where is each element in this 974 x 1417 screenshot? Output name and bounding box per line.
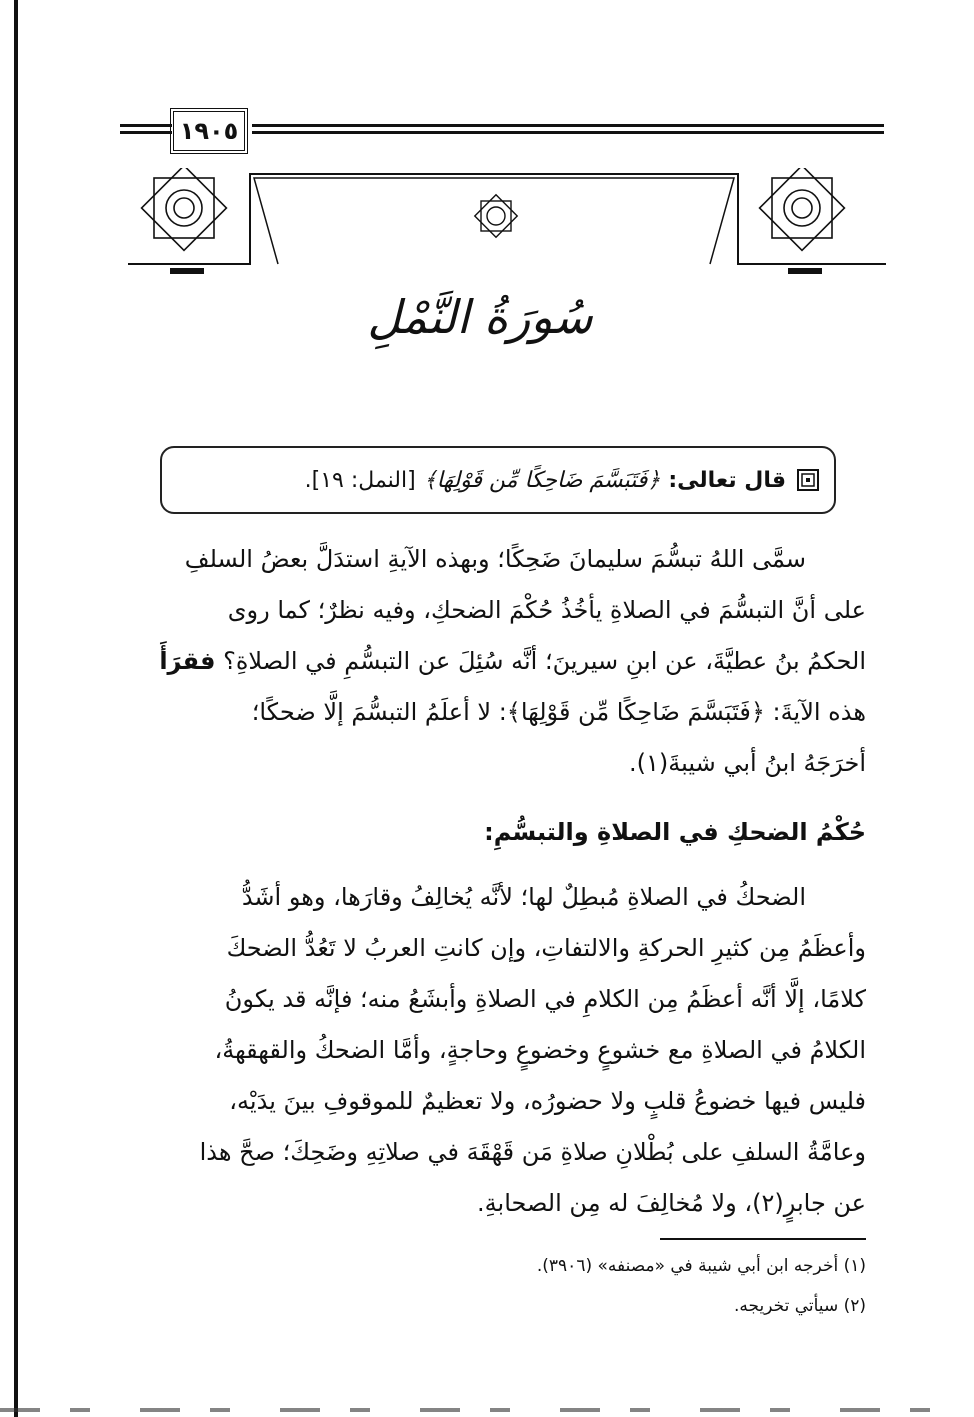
ayah-reference: [النمل: ١٩]. (304, 467, 416, 493)
paragraph-line: الحكمُ بنُ عطيَّةَ، عن ابنِ سيرينَ؛ أنَّه سُئِلَ عن التبسُّمِ في الصلاةِ؟ فقرَأَ (159, 647, 866, 675)
paragraph-line: وأعظَمُ مِن كثيرِ الحركةِ والالتفاتِ، وإن كانتِ العربُ لا تَعُدُّ الضحكَ (226, 934, 866, 962)
star-ornament-icon-center (475, 195, 517, 237)
footnote-2: (٢) سيأتي تخريجه. (734, 1296, 866, 1316)
page-edge-shadow (14, 0, 18, 1417)
star-ornament-icon-left (142, 168, 227, 250)
ayah-intro: قال تعالى: (668, 467, 786, 493)
scan-artifact (0, 1408, 974, 1412)
paragraph-line: عن جابرٍ(٢)، ولا مُخالِفَ له مِن الصحابةِ. (477, 1189, 866, 1217)
paragraph-line: كلامًا، إلَّا أنَّه أعظَمُ مِن الكلامِ في الصلاةِ وأبشَعُ منه؛ فإنَّه قد يكونُ (224, 985, 866, 1013)
paragraph-2 (128, 872, 866, 1229)
footnote-separator (660, 1238, 866, 1240)
paragraph-line: وعامَّةُ السلفِ على بُطْلانِ صلاةِ مَن قَهْقَهَ في صلاتِهِ وضَحِكَ؛ صحَّ هذا (199, 1138, 866, 1166)
paragraph-line: فليس فيها خضوعُ قلبٍ ولا حضورُه، ولا تعظيمٌ للموقوفِ بينَ يدَيْه، (229, 1087, 866, 1115)
star-ornament-icon-right (760, 168, 845, 250)
paragraph-line: سمَّى اللهُ تبسُّمَ سليمانَ ضَحِكًا؛ وبهذه الآيةِ استدَلَّ بعضُ السلفِ (184, 545, 806, 573)
surah-header-ornament (128, 168, 886, 288)
paragraph-line: الضحكُ في الصلاةِ مُبطِلٌ لها؛ لأنَّه يُخالِفُ وقارَها، وهو أشَدُّ (241, 883, 806, 911)
bold-word: فقرَأَ (159, 647, 216, 675)
footnote-1: (١) أخرجه ابن أبي شيبة في «مصنفه» (٣٩٠٦). (536, 1256, 866, 1276)
page-number-rule-left (120, 124, 172, 138)
paragraph-line: هذه الآيةَ: ﴿فَتَبَسَّمَ ضَاحِكًا مِّن قَوْلِهَا﴾: لا أعلَمُ التبسُّمَ إلَّا ضحكًا؛ (251, 698, 866, 726)
page-number: ١٩٠٥ (170, 108, 248, 154)
page-number-rule-right (252, 124, 884, 138)
ayah-ornament-icon (796, 468, 820, 492)
ayah-quote: ﴿فَتَبَسَّمَ ضَاحِكًا مِّن قَوْلِهَا﴾ (423, 467, 661, 493)
paragraph-line: أخرَجَهُ ابنُ أبي شيبةَ(١). (628, 749, 866, 777)
ayah-box (160, 446, 836, 514)
surah-title: سُورَةُ النَّمْلِ (367, 290, 593, 344)
paragraph-line: على أنَّ التبسُّمَ في الصلاةِ يأخُذُ حُكْمَ الضحكِ، وفيه نظرٌ؛ كما روى (227, 596, 866, 624)
section-heading: حُكْمُ الضحكِ في الصلاةِ والتبسُّمِ: (484, 818, 866, 846)
paragraph-line: الكلامُ في الصلاةِ مع خشوعٍ وخضوعٍ وحاجةٍ، وأمَّا الضحكُ والقهقهةُ، (214, 1036, 866, 1064)
paragraph-1 (128, 534, 866, 789)
